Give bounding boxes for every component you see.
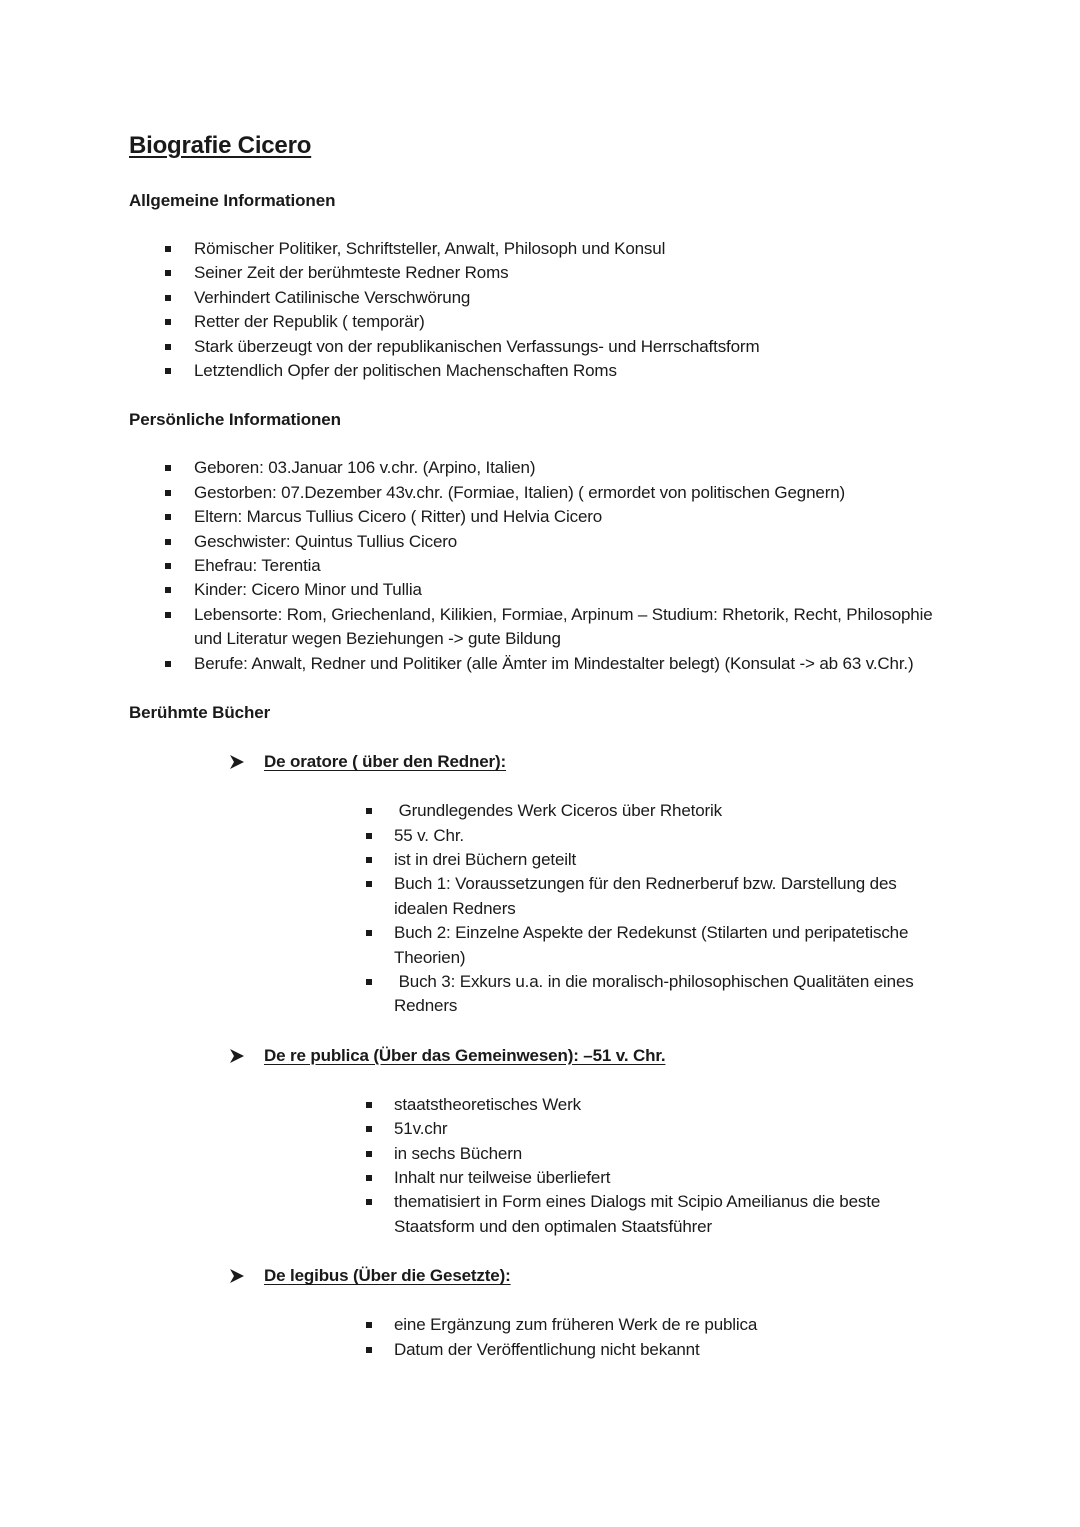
square-bullet-icon [366,1175,372,1181]
list-item: Verhindert Catilinische Verschwörung [194,286,950,310]
arrow-bullet-icon [228,753,246,771]
book-title: De legibus (Über die Gesetzte): [264,1266,511,1286]
square-bullet-icon [165,270,171,276]
square-bullet-icon [165,514,171,520]
square-bullet-icon [366,1199,372,1205]
book-de-legibus [129,1264,950,1362]
square-bullet-icon [165,612,171,618]
square-bullet-icon [366,833,372,839]
square-bullet-icon [366,1102,372,1108]
section-heading-buecher: Berühmte Bücher [129,703,271,723]
square-bullet-icon [366,857,372,863]
list-item: Buch 2: Einzelne Aspekte der Redekunst (Stilarten und peripatetische Theorien) [394,921,950,970]
list-item: Grundlegendes Werk Ciceros über Rhetorik [394,799,950,823]
list-item: Kinder: Cicero Minor und Tullia [194,578,950,602]
square-bullet-icon [165,563,171,569]
square-bullet-icon [366,1151,372,1157]
book-detail-list [228,1313,950,1362]
list-item: Geboren: 03.Januar 106 v.chr. (Arpino, Italien) [194,456,950,480]
list-item: Römischer Politiker, Schriftsteller, Anwalt, Philosoph und Konsul [194,237,950,261]
list-item: Inhalt nur teilweise überliefert [394,1166,950,1190]
list-item: 51v.chr [394,1117,950,1141]
square-bullet-icon [165,368,171,374]
book-detail-list [228,1093,950,1239]
list-item: Seiner Zeit der berühmteste Redner Roms [194,261,950,285]
list-item: Buch 1: Voraussetzungen für den Rednerberuf bzw. Darstellung des idealen Redners [394,872,950,921]
book-detail-list [228,799,950,1019]
square-bullet-icon [165,319,171,325]
list-item: thematisiert in Form eines Dialogs mit Scipio Ameilianus die beste Staatsform und den optimalen Staatsführer [394,1190,950,1239]
square-bullet-icon [165,661,171,667]
book-title: De re publica (Über das Gemeinwesen): –51 v. Chr. [264,1045,666,1065]
square-bullet-icon [165,587,171,593]
book-title: De oratore ( über den Redner): [264,752,507,772]
square-bullet-icon [366,1347,372,1353]
list-item: Berufe: Anwalt, Redner und Politiker (alle Ämter im Mindestalter belegt) (Konsulat -> ab 63 v.Chr.) [194,652,950,676]
list-item: Gestorben: 07.Dezember 43v.chr. (Formiae, Italien) ( ermordet von politischen Gegnern) [194,481,950,505]
list-item: in sechs Büchern [394,1142,950,1166]
section-heading-allgemein: Allgemeine Informationen [129,191,336,210]
square-bullet-icon [366,808,372,814]
square-bullet-icon [165,295,171,301]
list-item: Stark überzeugt von der republikanischen Verfassungs- und Herrschaftsform [194,335,950,359]
square-bullet-icon [366,881,372,887]
list-item: 55 v. Chr. [394,824,950,848]
allgemein-list [129,237,950,383]
square-bullet-icon [165,490,171,496]
page-title: Biografie Cicero [129,132,312,159]
list-item: eine Ergänzung zum früheren Werk de re publica [394,1313,950,1337]
list-item: staatstheoretisches Werk [394,1093,950,1117]
book-de-oratore [129,750,950,1019]
list-item: Geschwister: Quintus Tullius Cicero [194,530,950,554]
square-bullet-icon [165,344,171,350]
arrow-bullet-icon [228,1047,246,1065]
book-de-re-publica [129,1044,950,1239]
square-bullet-icon [366,1322,372,1328]
arrow-bullet-icon [228,1267,246,1285]
list-item: Ehefrau: Terentia [194,554,950,578]
list-item: Datum der Veröffentlichung nicht bekannt [394,1338,950,1362]
square-bullet-icon [366,979,372,985]
square-bullet-icon [165,465,171,471]
persoenlich-list [129,456,950,676]
square-bullet-icon [366,930,372,936]
list-item: Eltern: Marcus Tullius Cicero ( Ritter) und Helvia Cicero [194,505,950,529]
list-item: Retter der Republik ( temporär) [194,310,950,334]
square-bullet-icon [165,246,171,252]
square-bullet-icon [366,1126,372,1132]
square-bullet-icon [165,539,171,545]
list-item: ist in drei Büchern geteilt [394,848,950,872]
list-item: Lebensorte: Rom, Griechenland, Kilikien, Formiae, Arpinum – Studium: Rhetorik, Recht, Philosophie und Literatur wegen Beziehungen -> gute Bildung [194,603,950,652]
list-item: Buch 3: Exkurs u.a. in die moralisch-philosophischen Qualitäten eines Redners [394,970,950,1019]
section-heading-persoenlich: Persönliche Informationen [129,410,341,430]
list-item: Letztendlich Opfer der politischen Machenschaften Roms [194,359,950,383]
